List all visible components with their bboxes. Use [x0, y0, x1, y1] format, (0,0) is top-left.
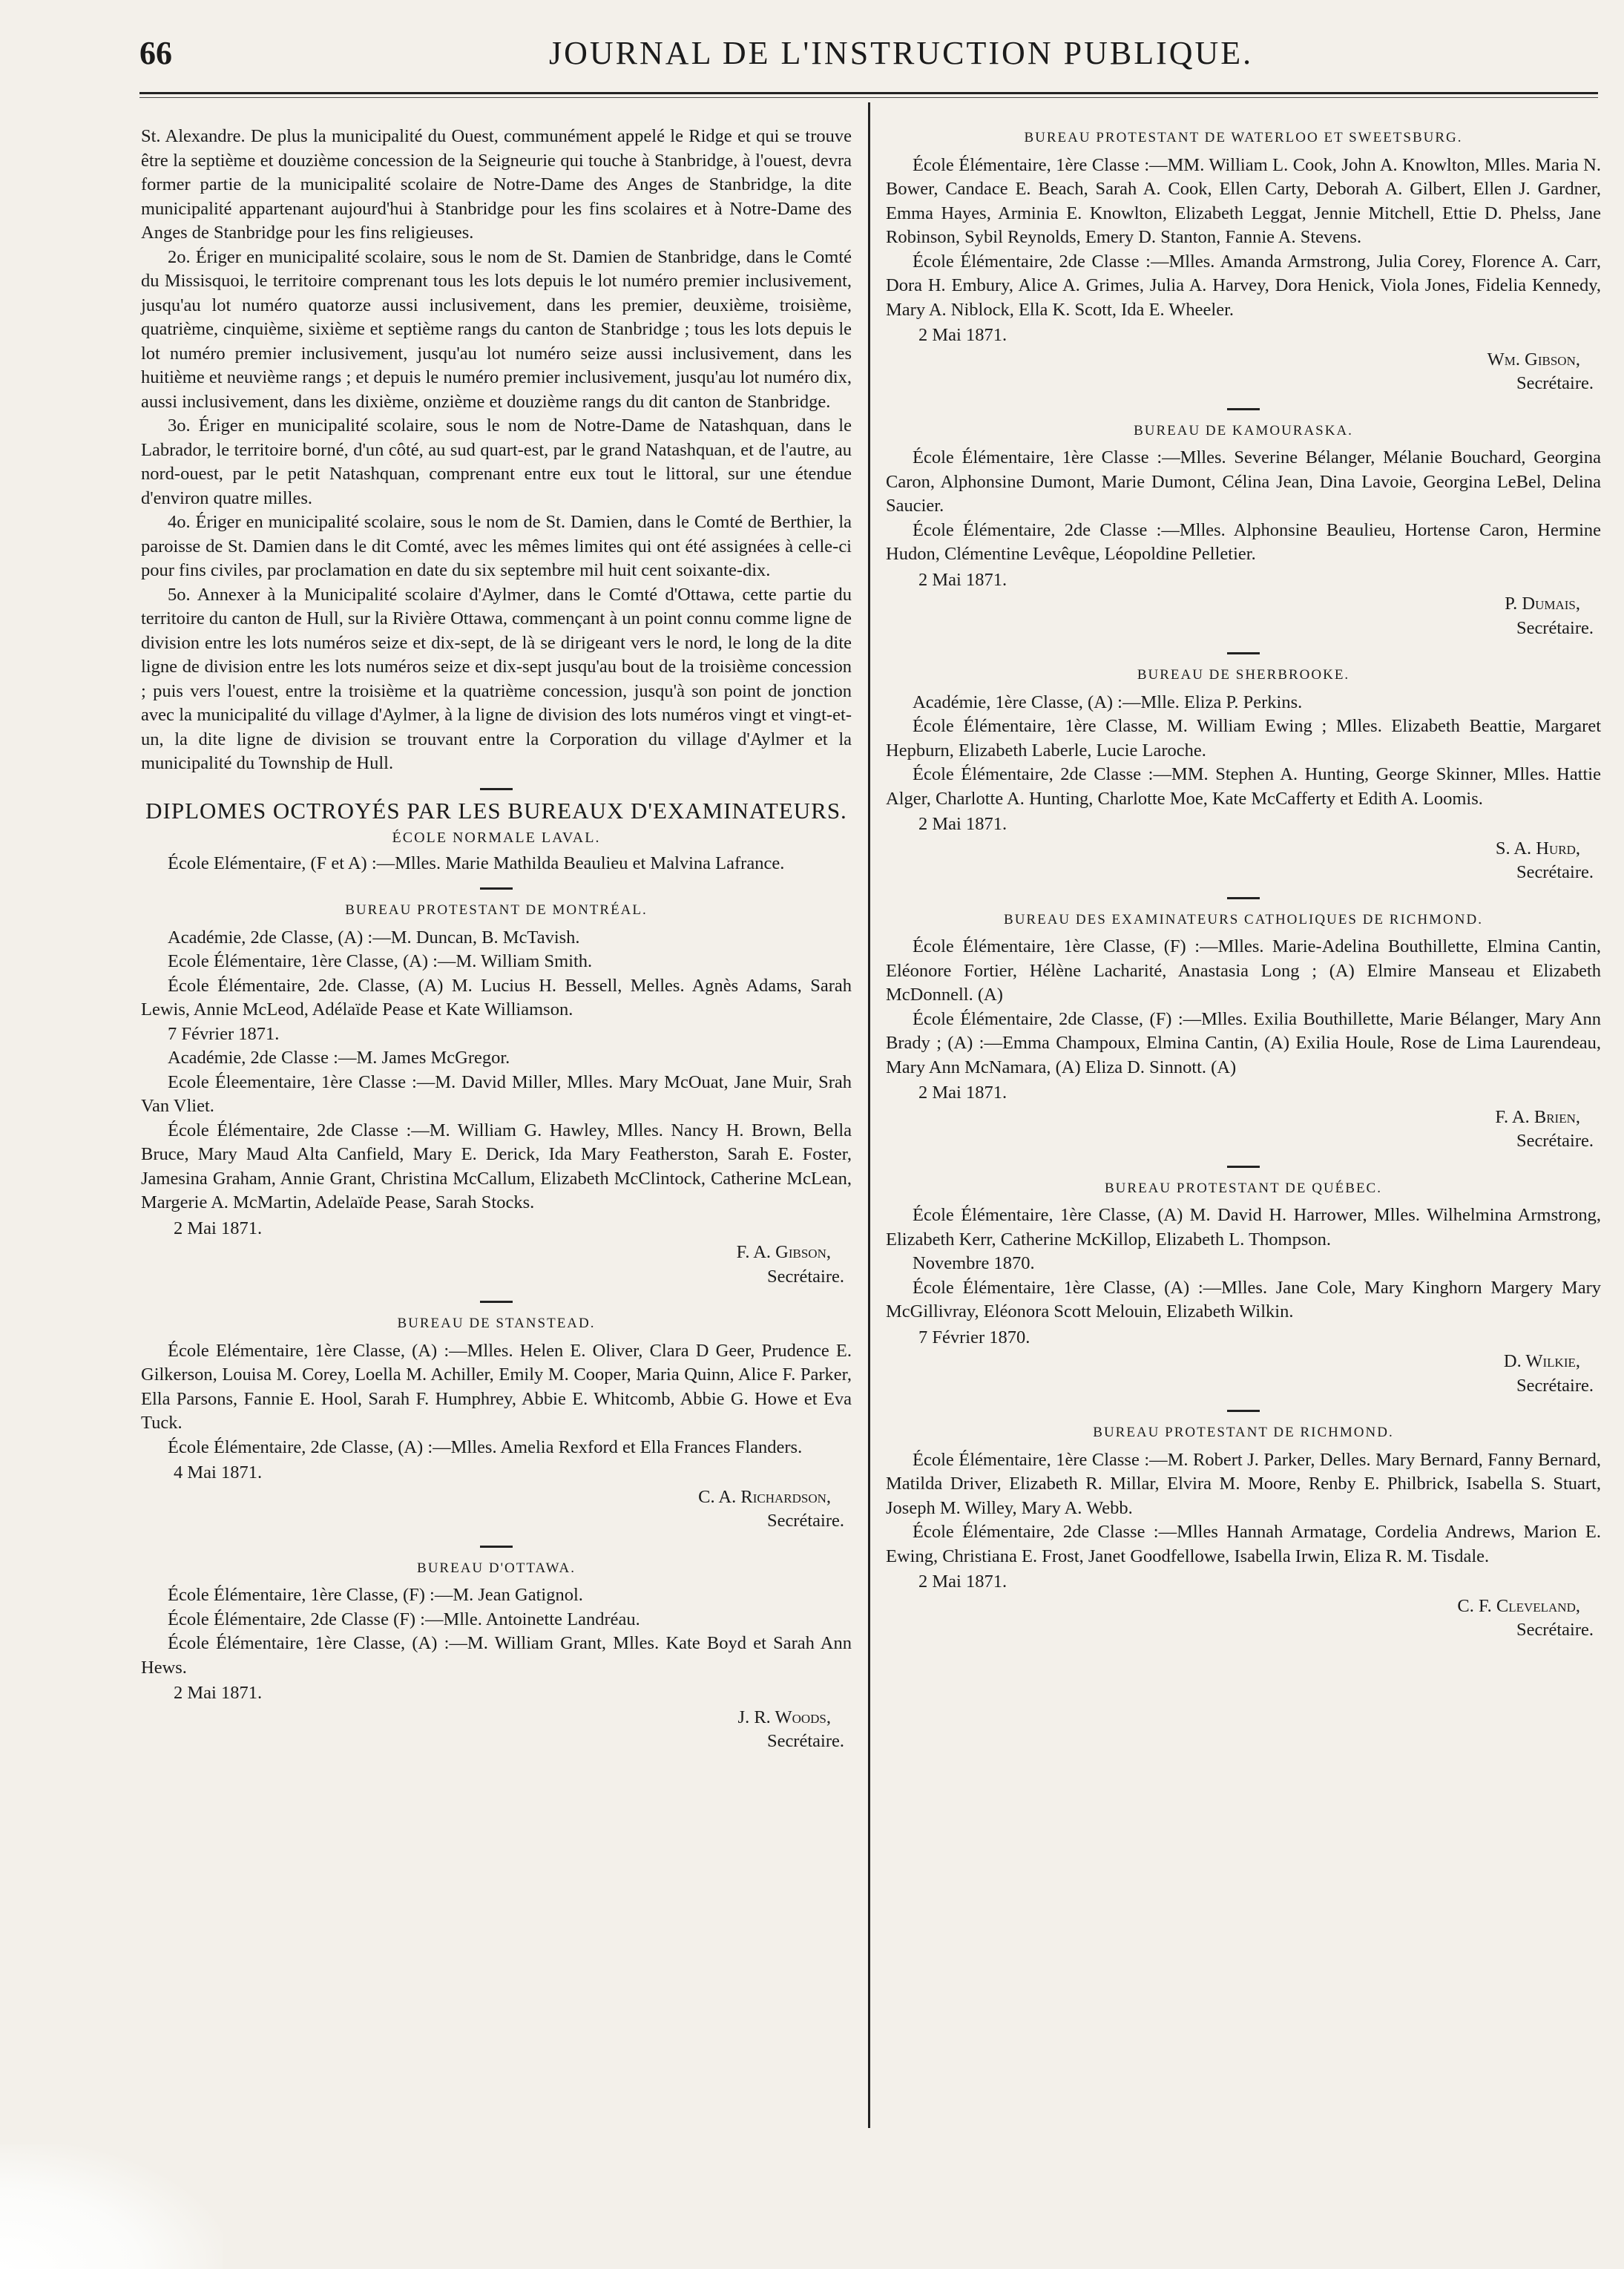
entry: École Elémentaire, 1ère Classe, (A) :—Mlles. Helen E. Oliver, Clara D Geer, Prudence E. Gilkerson, Louisa M. Corey, Loella M. Achiller, Emily M. Cooper, Maria Quinn, Alice F. Parker, Ella Parsons, Fannie E. Hool, Sarah F. Humphrey, Abbie E. Whitcomb, Abbie G. Howe et Eva Tuck. [141, 1340, 852, 1433]
date: 2 Mai 1871. [174, 1683, 263, 1703]
entry: Académie, 2de Classe :—M. James McGregor. [168, 1048, 510, 1068]
secretary-title: Secrétaire. [1516, 862, 1594, 882]
section-heading: BUREAU DE SHERBROOKE. [1137, 667, 1350, 683]
entry: École Élémentaire, 2de Classe, (A) :—Mlles. Amelia Rexford et Ella Frances Flanders. [168, 1436, 803, 1457]
paragraph: 2o. Ériger en municipalité scolaire, sous le nom de St. Damien de Stanbridge, dans le Comté du Missisquoi, le territoire comprenant tous les lots depuis le lot numéro premier inclusivement, jusqu'au lot numéro quatorze aussi inclusivement, dans les premier, deuxième, troisième, quatrième, cinquième, sixième et septième rangs du canton de Stanbridge ; tous les lots depuis le lot numéro premier inclusivement, jusqu'au lot numéro seize aussi inclusivement, dans les huitième et neuvième rangs ; et depuis le numéro premier inclusivement, jusqu'au lot numéro dix, aussi inclusivement, dans les dixième, onzième et douzième rangs du dit canton de Stanbridge. [141, 246, 852, 412]
date: 7 Février 1871. [168, 1023, 280, 1044]
left-column [141, 125, 852, 1756]
secretary-title: Secrétaire. [1516, 373, 1594, 393]
header-rule [139, 92, 1598, 94]
entry: École Élémentaire, 2de Classe :—Mlles Hannah Armatage, Cordelia Andrews, Marion E. Ewing, Christiana E. Frost, Janet Goodfellowe, Isabella Irwin, Eliza R. M. Tisdale. [886, 1522, 1601, 1566]
entry: École Élémentaire, 1ère Classe :—Mlles. Severine Bélanger, Mélanie Bouchard, Georgina Caron, Alphonsine Dumont, Marie Dumont, Célina Jean, Dina Lavoie, Georgina LeBel, Delina Saucier. [886, 447, 1601, 516]
paragraph: 3o. Ériger en municipalité scolaire, sous le nom de Notre-Dame de Natashquan, dans le Labrador, le territoire borné, d'un côté, au sud quart-est, par le grand Natashquan, et de l'autre, au nord-ouest, par le petit Natashquan, comprenant entre eux tout le littoral, sur une étendue d'environ quatre milles. [141, 416, 852, 508]
entry: École Élémentaire, 1ère Classe, (A) :—M. William Grant, Mlles. Kate Boyd et Sarah Ann Hews. [141, 1633, 852, 1678]
entry: Académie, 1ère Classe, (A) :—Mlle. Eliza P. Perkins. [913, 692, 1303, 712]
paragraph: 5o. Annexer à la Municipalité scolaire d'Aylmer, dans le Comté d'Ottawa, cette partie du territoire du canton de Hull, sur la Rivière Ottawa, commençant à un point connu comme ligne de division entre les lots numéros seize et dix-sept, de là se dirigeant vers le nord, le long de la dite ligne de division entre les lots numéros seize et dix-sept jusqu'au bout de la troisième concession ; puis vers l'ouest, entre la troisième et la quatrième concession, jusqu'à son point de jonction avec la municipalité du village d'Aylmer, à la ligne de division des lots numéros vingt et vingt-et-un, la dite ligne de division se trouvant entre la Corporation du village d'Aylmer et la municipalité du Township de Hull. [141, 584, 852, 773]
entry: École Élémentaire, 2de Classe :—Mlles. Amanda Armstrong, Julia Corey, Florence A. Carr, Dora H. Embury, Alice A. Grimes, Julia A. Harvey, Dora Henick, Viola Jones, Fidelia Kennedy, Mary A. Niblock, Ella K. Scott, Ida E. Wheeler. [886, 251, 1601, 320]
running-title: JOURNAL DE L'INSTRUCTION PUBLIQUE. [549, 35, 1254, 71]
section-heading: ÉCOLE NORMALE LAVAL. [392, 830, 601, 846]
signature: F. A. Gibson, [736, 1242, 831, 1262]
signature: F. A. Brien, [1495, 1106, 1580, 1127]
entry: Ecole Éleementaire, 1ère Classe :—M. David Miller, Mlles. Mary McOuat, Jane Muir, Srah Van Vliet. [141, 1071, 852, 1116]
separator-dash [1227, 897, 1260, 899]
entry: École Élémentaire, 2de Classe :—MM. Stephen A. Hunting, George Skinner, Mlles. Hattie Alger, Charlotte A. Hunting, Charlotte Moe, Kate McCafferty et Edith A. Loomis. [886, 764, 1601, 809]
entry: École Élémentaire, 2de Classe :—M. William G. Hawley, Mlles. Nancy H. Brown, Bella Bruce, Mary Maud Alta Canfield, Mary E. Derick, Ida Mary Featherston, Sarah E. Foster, Jamesina Graham, Annie Grant, Christina McCallum, Elizabeth McClintock, Catherine McLean, Margerie A. McMartin, Adelaïde Pease, Sarah Stocks. [141, 1120, 852, 1212]
secretary-title: Secrétaire. [1516, 1620, 1594, 1640]
section-heading: BUREAU DE KAMOURASKA. [1134, 422, 1353, 439]
entry: École Élémentaire, 1ère Classe, (A) :—Mlles. Jane Cole, Mary Kinghorn Margery Mary McGillivray, Eléonora Scott Melouin, Elizabeth Wilkin. [886, 1277, 1601, 1321]
header-rule-thin [139, 97, 1598, 98]
section-heading: BUREAU DE STANSTEAD. [397, 1316, 596, 1331]
section-heading: BUREAU PROTESTANT DE RICHMOND. [1093, 1425, 1394, 1440]
separator-dash [480, 788, 513, 790]
entry: École Élémentaire, 2de Classe (F) :—Mlle. Antoinette Landréau. [168, 1609, 640, 1629]
entry: École Elémentaire, (F et A) :—Mlles. Marie Mathilda Beaulieu et Malvina Lafrance. [168, 853, 785, 873]
signature: J. R. Woods, [737, 1707, 831, 1727]
entry: École Élémentaire, 1ère Classe, M. William Ewing ; Mlles. Elizabeth Beattie, Margaret Hepburn, Elizabeth Laberle, Lucie Laroche. [886, 716, 1601, 761]
separator-dash [1227, 1410, 1260, 1412]
signature: D. Wilkie, [1503, 1351, 1580, 1371]
entry: Académie, 2de Classe, (A) :—M. Duncan, B. McTavish. [168, 927, 580, 948]
entry: École Élémentaire, 1ère Classe :—MM. William L. Cook, John A. Knowlton, Mlles. Maria N. Bower, Candace E. Beach, Sarah A. Cook, Ellen Carty, Deborah A. Gilbert, Ellen J. Gardner, Emma Hayes, Arminia E. Knowlton, Elizabeth Leggat, Jennie Mitchell, Ettie D. Phelss, Jane Robinson, Sybil Reynolds, Emery D. Stanton, Fannie A. Stevens. [886, 154, 1601, 247]
date: 2 Mai 1871. [918, 814, 1007, 834]
section-heading: BUREAU DES EXAMINATEURS CATHOLIQUES DE RICHMOND. [1004, 911, 1483, 927]
signature: S. A. Hurd, [1495, 838, 1580, 858]
entry: École Élémentaire, 1ère Classe, (A) M. David H. Harrower, Mlles. Wilhelmina Armstrong, Elizabeth Kerr, Catherine McKillop, Elizabeth L. Thompson. [886, 1205, 1601, 1250]
paragraph: St. Alexandre. De plus la municipalité du Ouest, communément appelé le Ridge et qui se trouve être la septième et douzième concession de la Seigneurie qui touche à Stanbridge, à l'ouest, devra former partie de la municipalité scolaire de Notre-Dame des Anges de Stanbridge, la dite municipalité appartenant aujourd'hui à Stanbridge pour les fins scolaires et à Notre-Dame des Anges de Stanbridge pour les fins religieuses. [141, 126, 852, 243]
section-heading: BUREAU D'OTTAWA. [417, 1560, 576, 1576]
date: 4 Mai 1871. [174, 1462, 263, 1482]
entry: École Élémentaire, 1ère Classe, (F) :—M. Jean Gatignol. [168, 1585, 583, 1605]
main-heading: DIPLOMES OCTROYÉS PAR LES BUREAUX D'EXAMINATEURS. [145, 797, 847, 824]
separator-dash [1227, 652, 1260, 654]
entry: École Élémentaire, 2de Classe :—Mlles. Alphonsine Beaulieu, Hortense Caron, Hermine Hudon, Clémentine Levêque, Léopoldine Pelletier. [886, 519, 1601, 564]
date: 7 Février 1870. [918, 1327, 1030, 1347]
entry: École Élémentaire, 1ère Classe, (F) :—Mlles. Marie-Adelina Bouthillette, Elmina Cantin, Eléonore Fortier, Hélène Lacharité, Anastasia Long ; (A) Elmire Manseau et Elizabeth McDonnell. (A) [886, 936, 1601, 1005]
date: 2 Mai 1871. [174, 1218, 263, 1238]
right-column [867, 125, 1601, 1644]
separator-dash [1227, 1166, 1260, 1168]
secretary-title: Secrétaire. [1516, 1131, 1594, 1151]
separator-dash [1227, 408, 1260, 410]
signature: C. F. Cleveland, [1457, 1595, 1580, 1616]
entry: École Élémentaire, 2de. Classe, (A) M. Lucius H. Bessell, Melles. Agnès Adams, Sarah Lewis, Annie McLeod, Adélaïde Pease et Kate Williamson. [141, 975, 852, 1019]
section-heading: BUREAU PROTESTANT DE MONTRÉAL. [345, 902, 648, 918]
signature: P. Dumais, [1505, 594, 1580, 614]
page-stain [0, 2144, 223, 2269]
date: Novembre 1870. [913, 1253, 1035, 1273]
date: 2 Mai 1871. [918, 569, 1007, 590]
secretary-title: Secrétaire. [766, 1731, 844, 1751]
section-heading: BUREAU PROTESTANT DE QUÉBEC. [1105, 1180, 1382, 1196]
separator-dash [480, 887, 513, 890]
date: 2 Mai 1871. [918, 1083, 1007, 1103]
date: 2 Mai 1871. [918, 1572, 1007, 1592]
signature: C. A. Richardson, [698, 1486, 831, 1507]
signature: Wm. Gibson, [1487, 349, 1580, 370]
secretary-title: Secrétaire. [766, 1266, 844, 1287]
separator-dash [480, 1301, 513, 1303]
entry: École Élémentaire, 1ère Classe :—M. Robert J. Parker, Delles. Mary Bernard, Fanny Bernard, Matilda Driver, Elizabeth R. Millar, Elvira M. Moore, Renby E. Philbrick, Isabella S. Stuart, Joseph M. Willey, Mary A. Webb. [886, 1449, 1601, 1518]
paragraph: 4o. Ériger en municipalité scolaire, sous le nom de St. Damien, dans le Comté de Berthier, la paroisse de St. Damien dans le dit Comté, avec les mêmes limites qui ont été assignées à celle-ci pour fins civiles, par proclamation en date du six septembre mil huit cent soixante-dix. [141, 512, 852, 580]
secretary-title: Secrétaire. [1516, 617, 1594, 638]
separator-dash [480, 1546, 513, 1548]
entry: École Élémentaire, 2de Classe, (F) :—Mlles. Exilia Bouthillette, Marie Bélanger, Mary Ann Brady ; (A) :—Emma Champoux, Elmina Cantin, (A) Exilia Houle, Rose de Lima Laurendeau, Mary Ann McNamara, (A) Eliza D. Sinnott. (A) [886, 1008, 1601, 1077]
page-number: 66 [139, 35, 172, 71]
date: 2 Mai 1871. [918, 325, 1007, 345]
section-heading: BUREAU PROTESTANT DE WATERLOO ET SWEETSBURG. [1024, 130, 1463, 145]
entry: Ecole Élémentaire, 1ère Classe, (A) :—M. William Smith. [168, 951, 593, 971]
secretary-title: Secrétaire. [766, 1511, 844, 1531]
secretary-title: Secrétaire. [1516, 1375, 1594, 1396]
